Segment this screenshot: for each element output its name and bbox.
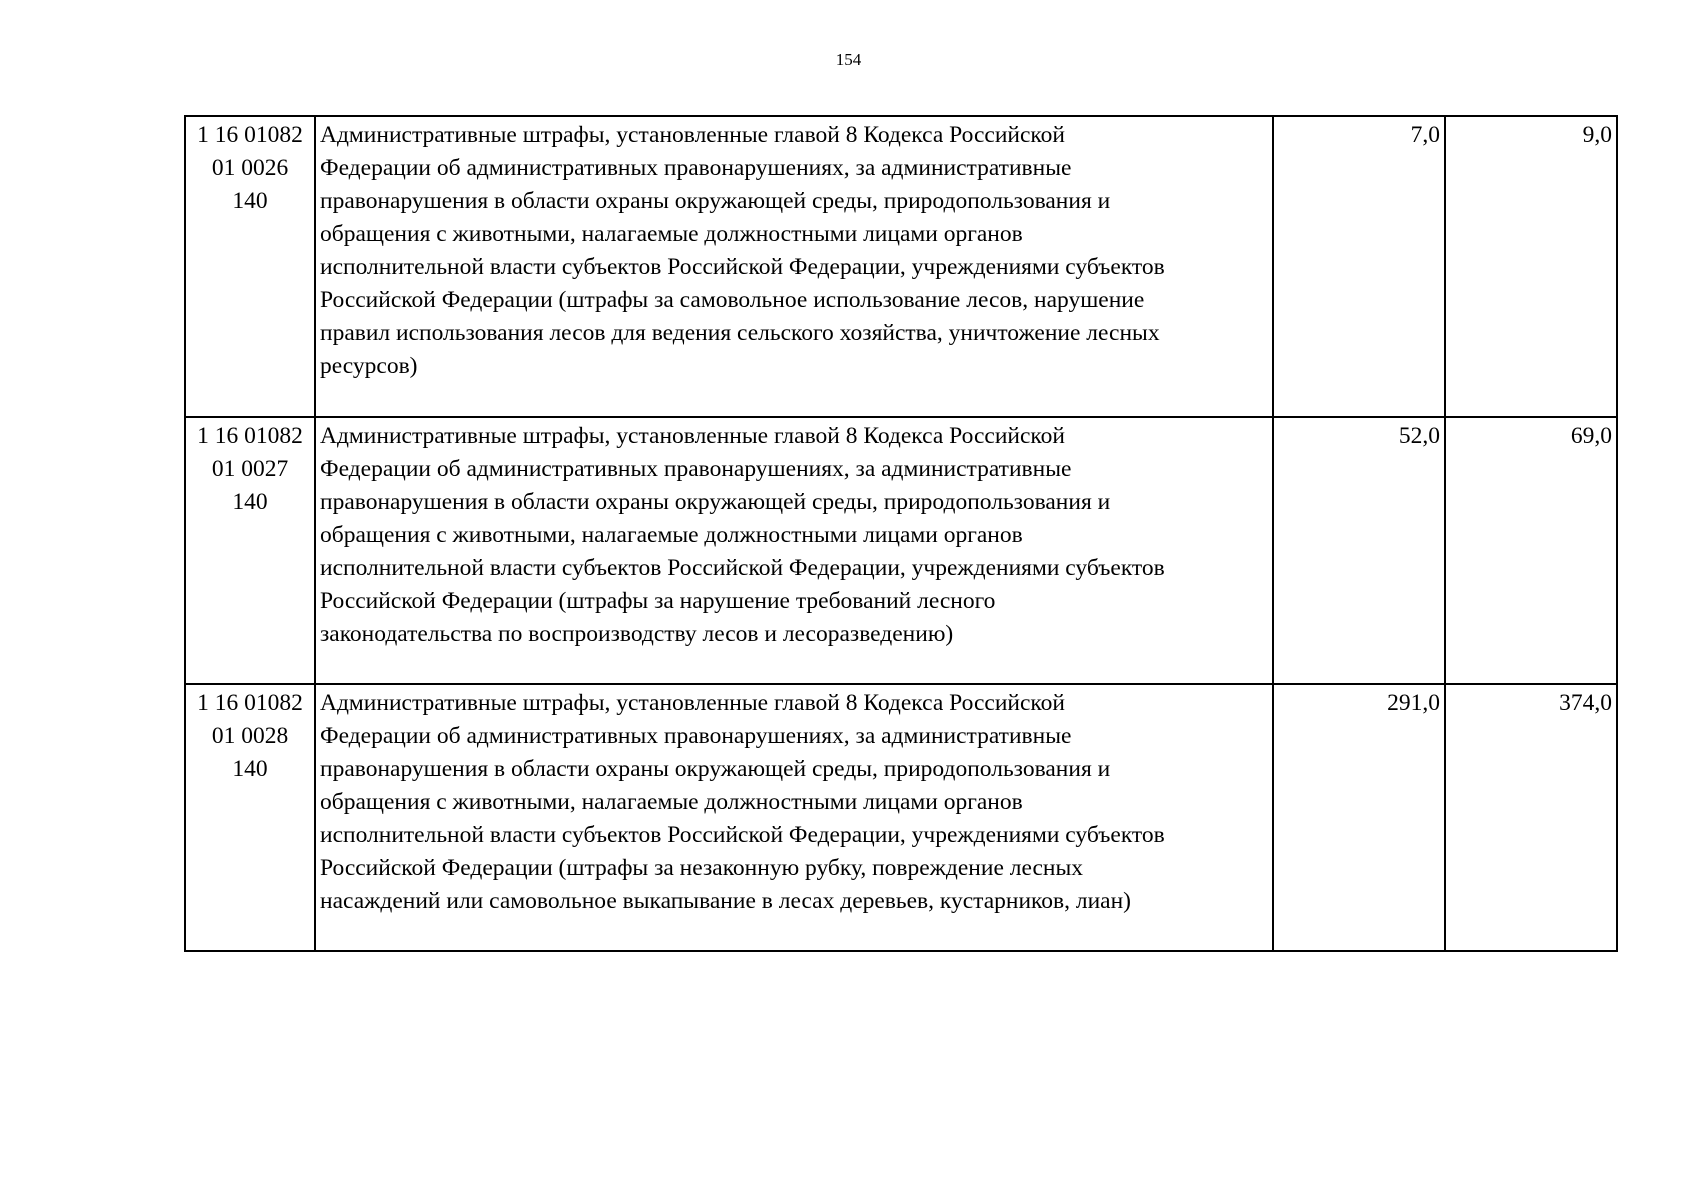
budget-code-line: 01 0026: [211, 155, 289, 181]
table-row: [185, 116, 1617, 417]
description-cell: [315, 417, 1273, 684]
value-cell: 7,0: [1273, 116, 1445, 417]
value-cell: 69,0: [1445, 417, 1617, 684]
budget-table: [184, 115, 1618, 952]
budget-code-line: 140: [232, 489, 268, 515]
table-row: [185, 684, 1617, 951]
value-cell: 291,0: [1273, 684, 1445, 951]
value-cell: 52,0: [1273, 417, 1445, 684]
page-number: 154: [835, 50, 862, 69]
budget-code-cell: [185, 417, 315, 684]
description-text: Административные штрафы, установленные главой 8 Кодекса Российской Федерации об административных правонарушениях, за административные правонарушения в области охраны окружающей среды, природопользования и обращения с животными, налагаемые должностными лицами органов исполнительной власти субъектов Российской Федерации, учреждениями субъектов Российской Федерации (штрафы за незаконную рубку, повреждение лесных насаждений или самовольное выкапывание в лесах деревьев, кустарников, лиан): [320, 690, 1165, 914]
description-text: Административные штрафы, установленные главой 8 Кодекса Российской Федерации об административных правонарушениях, за административные правонарушения в области охраны окружающей среды, природопользования и обращения с животными, налагаемые должностными лицами органов исполнительной власти субъектов Российской Федерации, учреждениями субъектов Российской Федерации (штрафы за нарушение требований лесного законодательства по воспроизводству лесов и лесоразведению): [320, 423, 1165, 647]
budget-code-line: 140: [232, 756, 268, 782]
description-text: Административные штрафы, установленные главой 8 Кодекса Российской Федерации об административных правонарушениях, за административные правонарушения в области охраны окружающей среды, природопользования и обращения с животными, налагаемые должностными лицами органов исполнительной власти субъектов Российской Федерации, учреждениями субъектов Российской Федерации (штрафы за самовольное использование лесов, нарушение правил использования лесов для ведения сельского хозяйства, уничтожение лесных ресурсов): [320, 122, 1165, 379]
description-cell: [315, 116, 1273, 417]
budget-code-line: 01 0028: [211, 723, 289, 749]
budget-code-line: 1 16 01082: [197, 122, 303, 148]
table-row: [185, 417, 1617, 684]
value-cell: 374,0: [1445, 684, 1617, 951]
budget-code-cell: [185, 116, 315, 417]
description-cell: [315, 684, 1273, 951]
budget-code-line: 1 16 01082: [197, 423, 303, 449]
budget-code-line: 01 0027: [211, 456, 289, 482]
budget-code-line: 140: [232, 188, 268, 214]
budget-code-cell: [185, 684, 315, 951]
budget-code-line: 1 16 01082: [197, 690, 303, 716]
value-cell: 9,0: [1445, 116, 1617, 417]
